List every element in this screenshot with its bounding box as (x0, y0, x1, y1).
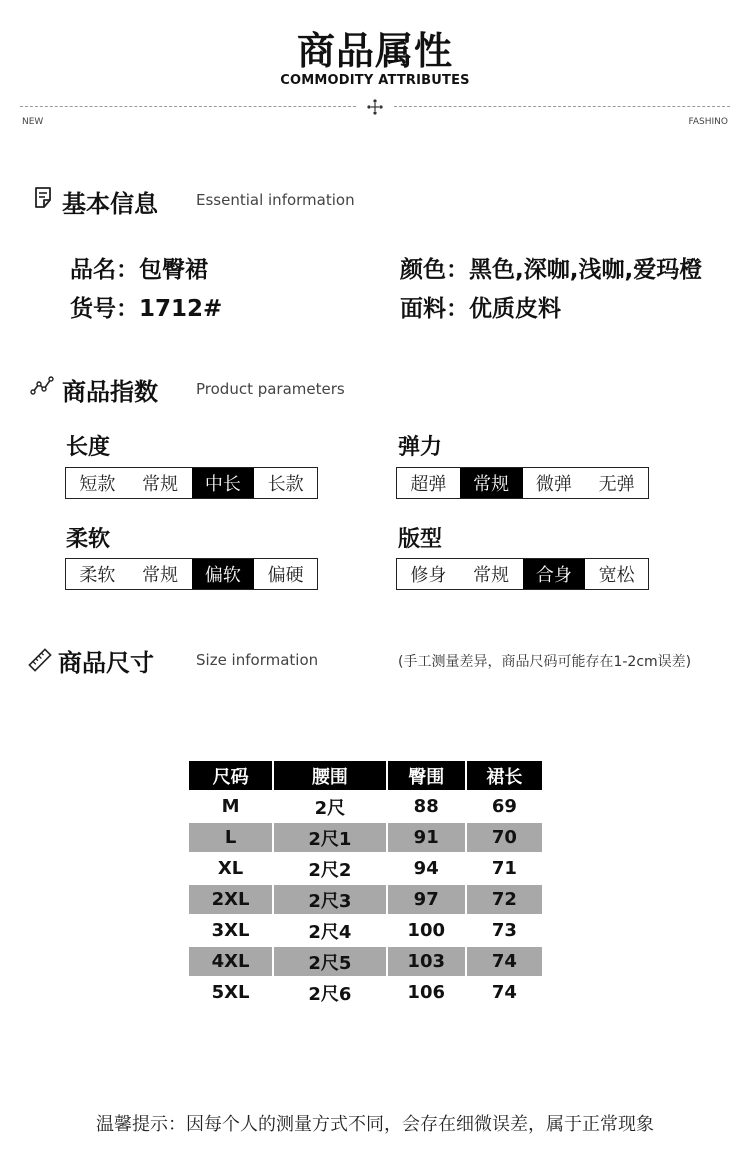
table-row (189, 916, 542, 945)
header-waist: 腰围 (274, 761, 385, 790)
cell-waist: 2尺6 (308, 983, 352, 1005)
cell-hip: 97 (388, 885, 465, 914)
option-length-2: 中长 (192, 468, 255, 498)
cell-length: 71 (491, 858, 517, 879)
cell-waist: 2尺3 (274, 885, 385, 914)
ornament-icon (366, 98, 384, 116)
section-title-size: 商品尺寸 (58, 649, 154, 677)
cell-size: 5XL (211, 982, 250, 1003)
cell-length: 72 (467, 885, 542, 914)
table-row (189, 978, 542, 1007)
section-title-basic: 基本信息 (62, 190, 158, 218)
param-label-elasticity: 弹力 (398, 435, 443, 460)
cell-hip: 100 (407, 920, 445, 941)
product-name: 品名：包臀裙 (70, 257, 208, 283)
table-row (189, 947, 542, 976)
document-icon (32, 186, 56, 210)
size-table-header (189, 761, 542, 790)
page-subtitle: COMMODITY ATTRIBUTES (280, 73, 470, 88)
table-row (189, 792, 542, 821)
divider-right (394, 106, 730, 107)
cell-size: 4XL (189, 947, 272, 976)
option-elasticity-1: 常规 (460, 468, 523, 498)
cell-size: 2XL (189, 885, 272, 914)
param-label-length: 长度 (66, 435, 111, 460)
param-label-fit: 版型 (398, 527, 443, 552)
segment-fit (396, 558, 649, 590)
option-length-0: 短款 (79, 474, 116, 495)
section-subtitle-basic: Essential information (196, 191, 355, 209)
cell-waist: 2尺2 (308, 859, 352, 881)
segment-elasticity (396, 467, 649, 499)
option-elasticity-3: 无弹 (598, 474, 635, 495)
section-subtitle-params: Product parameters (196, 380, 345, 398)
table-row (189, 823, 542, 852)
cell-waist: 2尺5 (274, 947, 385, 976)
cell-length: 74 (467, 947, 542, 976)
option-fit-0: 修身 (410, 565, 447, 586)
trend-line-icon (30, 374, 54, 398)
cell-size: XL (217, 858, 244, 879)
ruler-icon (28, 648, 52, 672)
product-colors: 颜色：黑色,深咖,浅咖,爱玛橙 (400, 257, 703, 283)
cell-size: M (221, 796, 240, 817)
product-code: 货号：1712# (70, 296, 223, 322)
cell-size: L (189, 823, 272, 852)
cell-waist: 2尺1 (274, 823, 385, 852)
option-length-1: 常规 (142, 474, 179, 495)
cell-length: 70 (467, 823, 542, 852)
divider-left (20, 106, 356, 107)
header-size: 尺码 (189, 761, 272, 790)
product-fabric: 面料：优质皮料 (400, 296, 561, 322)
cell-waist: 2尺4 (308, 921, 352, 943)
corner-tag-left: NEW (22, 117, 44, 127)
param-label-softness: 柔软 (66, 527, 111, 552)
size-table (187, 759, 544, 1009)
option-softness-1: 常规 (142, 565, 179, 586)
option-fit-1: 常规 (473, 565, 510, 586)
cell-hip: 88 (413, 796, 439, 817)
option-softness-3: 偏硬 (267, 565, 304, 586)
cell-length: 73 (491, 920, 517, 941)
size-note: (手工测量差异，商品尺码可能存在1-2cm误差) (398, 654, 692, 670)
cell-hip: 94 (413, 858, 439, 879)
option-length-3: 长款 (267, 474, 304, 495)
section-title-params: 商品指数 (62, 378, 158, 406)
cell-hip: 103 (388, 947, 465, 976)
table-row (189, 885, 542, 914)
cell-hip: 91 (388, 823, 465, 852)
section-subtitle-size: Size information (196, 651, 319, 669)
option-softness-2: 偏软 (192, 559, 255, 589)
cell-length: 69 (491, 796, 517, 817)
option-fit-3: 宽松 (598, 565, 635, 586)
cell-hip: 106 (407, 982, 445, 1003)
cell-size: 3XL (211, 920, 250, 941)
cell-waist: 2尺 (314, 797, 346, 819)
option-fit-2: 合身 (523, 559, 586, 589)
table-row (189, 854, 542, 883)
header-length: 裙长 (467, 761, 542, 790)
segment-softness (65, 558, 318, 590)
option-elasticity-0: 超弹 (410, 474, 447, 495)
segment-length (65, 467, 318, 499)
header-hip: 臀围 (388, 761, 465, 790)
option-elasticity-2: 微弹 (535, 474, 572, 495)
cell-length: 74 (491, 982, 517, 1003)
footer-tip: 温馨提示：因每个人的测量方式不同，会存在细微误差，属于正常现象 (96, 1114, 654, 1135)
option-softness-0: 柔软 (79, 565, 116, 586)
page-title: 商品属性 (296, 29, 453, 73)
corner-tag-right: FASHINO (688, 117, 728, 127)
